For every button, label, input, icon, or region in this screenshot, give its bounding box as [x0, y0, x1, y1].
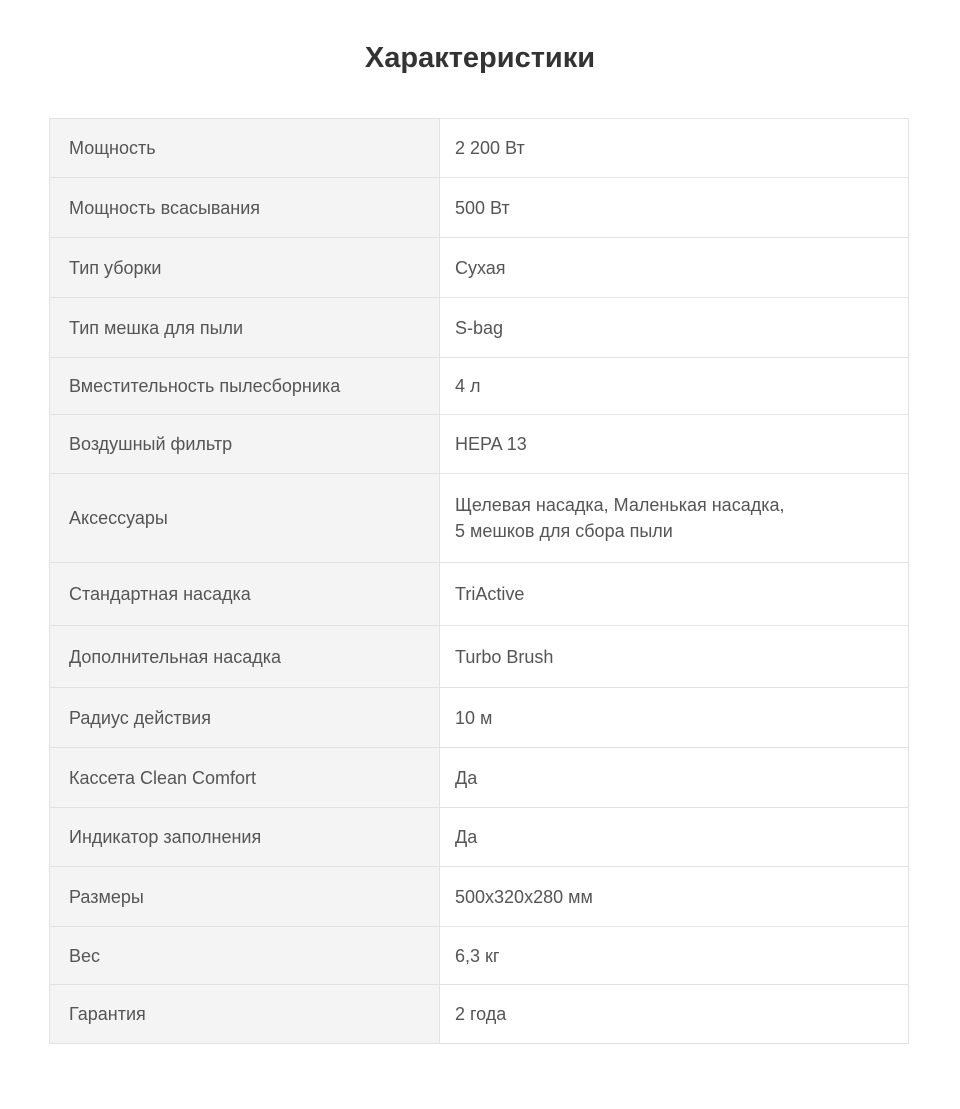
- spec-value: 500x320x280 мм: [440, 867, 909, 927]
- spec-label: Тип мешка для пыли: [50, 298, 440, 358]
- spec-value: Сухая: [440, 238, 909, 298]
- spec-value: S-bag: [440, 298, 909, 358]
- table-row: [50, 808, 909, 867]
- table-row: [50, 748, 909, 808]
- spec-value: HEPA 13: [440, 415, 909, 474]
- spec-label: Дополнительная насадка: [50, 626, 440, 688]
- spec-value: 500 Вт: [440, 178, 909, 238]
- spec-value: 4 л: [440, 358, 909, 415]
- spec-value: Turbo Brush: [440, 626, 909, 688]
- spec-label: Стандартная насадка: [50, 563, 440, 626]
- spec-label: Кассета Clean Comfort: [50, 748, 440, 808]
- spec-label: Мощность: [50, 119, 440, 178]
- spec-label: Аксессуары: [50, 474, 440, 563]
- table-row: [50, 178, 909, 238]
- table-row: [50, 474, 909, 563]
- table-row: [50, 238, 909, 298]
- table-row: [50, 119, 909, 178]
- table-row: [50, 358, 909, 415]
- spec-value: TriActive: [440, 563, 909, 626]
- table-row: [50, 985, 909, 1044]
- spec-label: Тип уборки: [50, 238, 440, 298]
- page-title: Характеристики: [364, 42, 596, 74]
- table-row: [50, 563, 909, 626]
- spec-value: Да: [440, 748, 909, 808]
- table-row: [50, 867, 909, 927]
- spec-label: Индикатор заполнения: [50, 808, 440, 867]
- table-row: [50, 927, 909, 985]
- spec-label: Мощность всасывания: [50, 178, 440, 238]
- specifications-table: [49, 118, 909, 1044]
- spec-value: 2 200 Вт: [440, 119, 909, 178]
- spec-label: Гарантия: [50, 985, 440, 1044]
- table-row: [50, 298, 909, 358]
- spec-label: Размеры: [50, 867, 440, 927]
- table-row: [50, 415, 909, 474]
- spec-label: Воздушный фильтр: [50, 415, 440, 474]
- spec-value: Да: [440, 808, 909, 867]
- spec-value: Щелевая насадка, Маленькая насадка, 5 мешков для сбора пыли: [440, 474, 909, 563]
- table-row: [50, 688, 909, 748]
- spec-label: Вес: [50, 927, 440, 985]
- spec-value: 6,3 кг: [440, 927, 909, 985]
- spec-label: Радиус действия: [50, 688, 440, 748]
- table-row: [50, 626, 909, 688]
- spec-value: 2 года: [440, 985, 909, 1044]
- spec-value: 10 м: [440, 688, 909, 748]
- spec-label: Вместительность пылесборника: [50, 358, 440, 415]
